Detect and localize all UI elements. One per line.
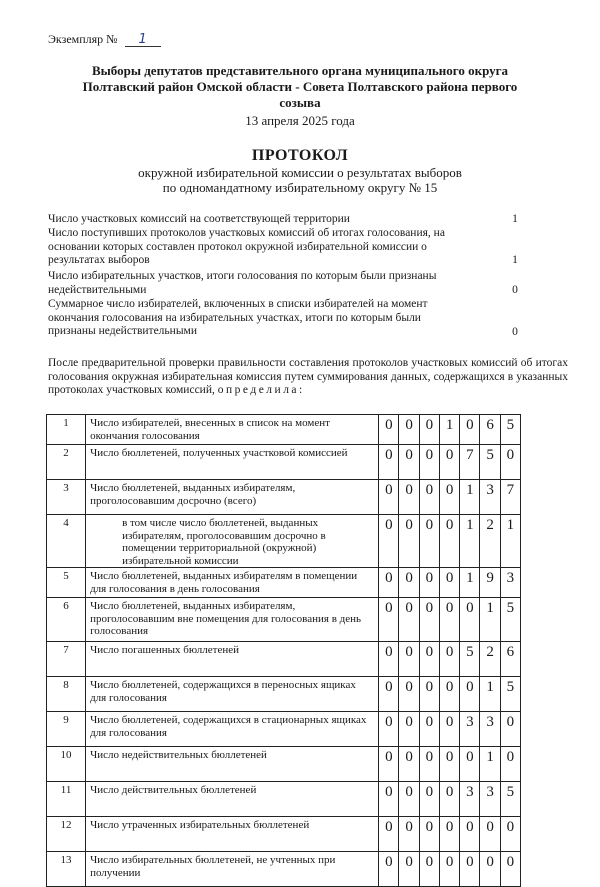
digit-cell: 5: [500, 415, 520, 445]
digit-cell: 0: [379, 642, 399, 677]
digit-cell: 0: [399, 515, 419, 568]
row-label: Число бюллетеней, выданных избирателям, проголосовавшим досрочно (всего): [86, 480, 379, 515]
digit-cell: 0: [379, 677, 399, 712]
heading-line-1: Выборы депутатов представительного органа муниципального округа: [91, 63, 509, 78]
stat-item: [48, 270, 468, 297]
row-label: Число бюллетеней, содержащихся в переносных ящиках для голосования: [86, 677, 379, 712]
digit-cell: 0: [419, 712, 439, 747]
digit-cell: 1: [480, 677, 500, 712]
digit-cell: 0: [500, 712, 520, 747]
row-label: Число избирателей, внесенных в список на момент окончания голосования: [86, 415, 379, 445]
digit-cell: 0: [419, 598, 439, 642]
paragraph-text: После предварительной проверки правильности составления протоколов участковых комиссий об итогах голосования окружная избирательная комиссия путем суммирования данных, содержащихся в указанных протоколах участковых комиссий,: [48, 357, 568, 396]
table-row: [47, 568, 521, 598]
table-row: [47, 852, 521, 887]
row-label: Число погашенных бюллетеней: [86, 642, 379, 677]
row-number: 7: [47, 642, 86, 677]
digit-cell: 0: [460, 677, 480, 712]
digit-cell: 0: [379, 747, 399, 782]
table-row: [47, 598, 521, 642]
copy-number-line: [48, 32, 161, 47]
row-number: 12: [47, 817, 86, 852]
table-row: [47, 480, 521, 515]
table-row: [47, 515, 521, 568]
row-number: 6: [47, 598, 86, 642]
digit-cell: 1: [460, 568, 480, 598]
digit-cell: 0: [480, 852, 500, 887]
digit-cell: 0: [399, 712, 419, 747]
digit-cell: 1: [439, 415, 459, 445]
election-heading: [40, 63, 560, 111]
digit-cell: 0: [500, 747, 520, 782]
determined-word: определила:: [217, 384, 305, 396]
heading-line-2: Полтавский район Омской области - Совета Полтавского района первого: [82, 79, 518, 94]
digit-cell: 5: [460, 642, 480, 677]
digit-cell: 0: [439, 568, 459, 598]
document-subtitle: [40, 165, 560, 195]
digit-cell: 0: [460, 817, 480, 852]
digit-cell: 0: [399, 415, 419, 445]
digit-cell: 0: [500, 445, 520, 480]
digit-cell: 6: [500, 642, 520, 677]
election-date: 13 апреля 2025 года: [245, 113, 355, 128]
digit-cell: 0: [480, 817, 500, 852]
digit-cell: 0: [379, 817, 399, 852]
row-label: Число бюллетеней, выданных избирателям, проголосовавшим вне помещения для голосования в день голосования: [86, 598, 379, 642]
digit-cell: 5: [500, 677, 520, 712]
digit-cell: 0: [379, 852, 399, 887]
document-title: ПРОТОКОЛ: [251, 147, 349, 164]
digit-cell: 0: [399, 598, 419, 642]
digit-cell: 0: [500, 817, 520, 852]
digit-cell: 1: [480, 747, 500, 782]
row-number: 11: [47, 782, 86, 817]
digit-cell: 1: [460, 515, 480, 568]
digit-cell: 0: [399, 782, 419, 817]
table-row: [47, 445, 521, 480]
row-label: Число недействительных бюллетеней: [86, 747, 379, 782]
row-label: Число бюллетеней, полученных участковой комиссией: [86, 445, 379, 480]
digit-cell: 0: [399, 677, 419, 712]
digit-cell: 2: [480, 642, 500, 677]
table-row: [47, 677, 521, 712]
row-label: Число действительных бюллетеней: [86, 782, 379, 817]
digit-cell: 7: [460, 445, 480, 480]
stat-text: Суммарное число избирателей, включенных в списки избирателей на момент: [48, 298, 428, 310]
stat-item: [48, 213, 468, 227]
stat-text: основании которых составлен протокол окружной избирательной комиссии о: [48, 240, 427, 253]
row-number: 8: [47, 677, 86, 712]
digit-cell: 2: [480, 515, 500, 568]
table-row: [47, 782, 521, 817]
row-label: Число избирательных бюллетеней, не учтенных при получении: [86, 852, 379, 887]
digit-cell: 0: [419, 747, 439, 782]
digit-cell: 0: [419, 515, 439, 568]
digit-cell: 0: [419, 568, 439, 598]
digit-cell: 0: [500, 852, 520, 887]
digit-cell: 3: [480, 712, 500, 747]
digit-cell: 0: [379, 568, 399, 598]
digit-cell: 0: [399, 480, 419, 515]
digit-cell: 0: [439, 480, 459, 515]
digit-cell: 0: [419, 480, 439, 515]
stat-text: окончания голосования на избирательных участках, итоги по которым были: [48, 311, 421, 324]
stat-text: Число участковых комиссий на соответствующей территории: [48, 213, 350, 225]
stat-text: Число избирательных участков, итоги голосования по которым были признаны: [48, 270, 437, 282]
digit-cell: 1: [480, 598, 500, 642]
digit-cell: 3: [460, 712, 480, 747]
row-number: 3: [47, 480, 86, 515]
digit-cell: 0: [399, 642, 419, 677]
stat-text: Число поступивших протоколов участковых комиссий об итогах голосования, на: [48, 227, 445, 239]
row-number: 9: [47, 712, 86, 747]
table-row: [47, 817, 521, 852]
digit-cell: 0: [379, 415, 399, 445]
subtitle-line-1: окружной избирательной комиссии о результатах выборов: [138, 165, 462, 180]
digit-cell: 0: [439, 642, 459, 677]
stat-value: 1: [512, 254, 518, 266]
digit-cell: 9: [480, 568, 500, 598]
digit-cell: 6: [480, 415, 500, 445]
digit-cell: 0: [419, 852, 439, 887]
digit-cell: 1: [460, 480, 480, 515]
table-row: [47, 712, 521, 747]
row-number: 4: [47, 515, 86, 568]
table-row: [47, 642, 521, 677]
digit-cell: 0: [439, 445, 459, 480]
digit-cell: 0: [379, 598, 399, 642]
digit-cell: 0: [419, 817, 439, 852]
digit-cell: 0: [439, 515, 459, 568]
digit-cell: 0: [439, 782, 459, 817]
digit-cell: 0: [460, 415, 480, 445]
row-number: 10: [47, 747, 86, 782]
row-number: 5: [47, 568, 86, 598]
stat-text: признаны недействительными: [48, 325, 197, 337]
digit-cell: 3: [480, 480, 500, 515]
digit-cell: 0: [379, 445, 399, 480]
row-label: Число бюллетеней, выданных избирателям в помещении для голосования в день голосования: [86, 568, 379, 598]
digit-cell: 0: [419, 677, 439, 712]
table-row: [47, 415, 521, 445]
heading-line-3: созыва: [279, 95, 321, 110]
stat-value: 1: [512, 213, 518, 225]
digit-cell: 5: [500, 598, 520, 642]
digit-cell: 0: [460, 852, 480, 887]
digit-cell: 0: [439, 747, 459, 782]
digit-cell: 5: [500, 782, 520, 817]
row-number: 2: [47, 445, 86, 480]
table-row: [47, 747, 521, 782]
row-number: 13: [47, 852, 86, 887]
copy-label: Экземпляр №: [48, 32, 118, 46]
stat-text: результатах выборов: [48, 254, 150, 266]
determination-paragraph: [48, 357, 568, 398]
stat-text: недействительными: [48, 283, 147, 296]
digit-cell: 0: [439, 598, 459, 642]
subtitle-line-2: по одномандатному избирательному округу № 15: [162, 180, 438, 195]
digit-cell: 0: [439, 712, 459, 747]
copy-number-handwritten: 1: [125, 34, 161, 47]
digit-cell: 0: [419, 445, 439, 480]
digit-cell: 0: [439, 852, 459, 887]
row-number: 1: [47, 415, 86, 445]
stat-item: [48, 227, 468, 268]
digit-cell: 3: [460, 782, 480, 817]
digit-cell: 0: [419, 415, 439, 445]
digit-cell: 0: [399, 445, 419, 480]
protocol-table: [46, 414, 521, 887]
digit-cell: 0: [439, 817, 459, 852]
digit-cell: 0: [379, 515, 399, 568]
digit-cell: 0: [419, 782, 439, 817]
digit-cell: 1: [500, 515, 520, 568]
digit-cell: 5: [480, 445, 500, 480]
digit-cell: 0: [419, 642, 439, 677]
row-label: Число бюллетеней, содержащихся в стационарных ящиках для голосования: [86, 712, 379, 747]
digit-cell: 0: [399, 852, 419, 887]
digit-cell: 0: [460, 747, 480, 782]
stat-item: [48, 298, 468, 339]
digit-cell: 3: [500, 568, 520, 598]
digit-cell: 0: [439, 677, 459, 712]
digit-cell: 0: [460, 598, 480, 642]
digit-cell: 3: [480, 782, 500, 817]
stat-value: 0: [512, 284, 518, 296]
digit-cell: 7: [500, 480, 520, 515]
digit-cell: 0: [399, 568, 419, 598]
digit-cell: 0: [399, 747, 419, 782]
row-label: Число утраченных избирательных бюллетеней: [86, 817, 379, 852]
digit-cell: 0: [379, 782, 399, 817]
stat-value: 0: [512, 326, 518, 338]
digit-cell: 0: [379, 480, 399, 515]
row-label: в том числе число бюллетеней, выданных избирателям, проголосовавшим досрочно в помещении территориальной (окружной) избирательной комиссии: [86, 515, 379, 568]
digit-cell: 0: [379, 712, 399, 747]
digit-cell: 0: [399, 817, 419, 852]
